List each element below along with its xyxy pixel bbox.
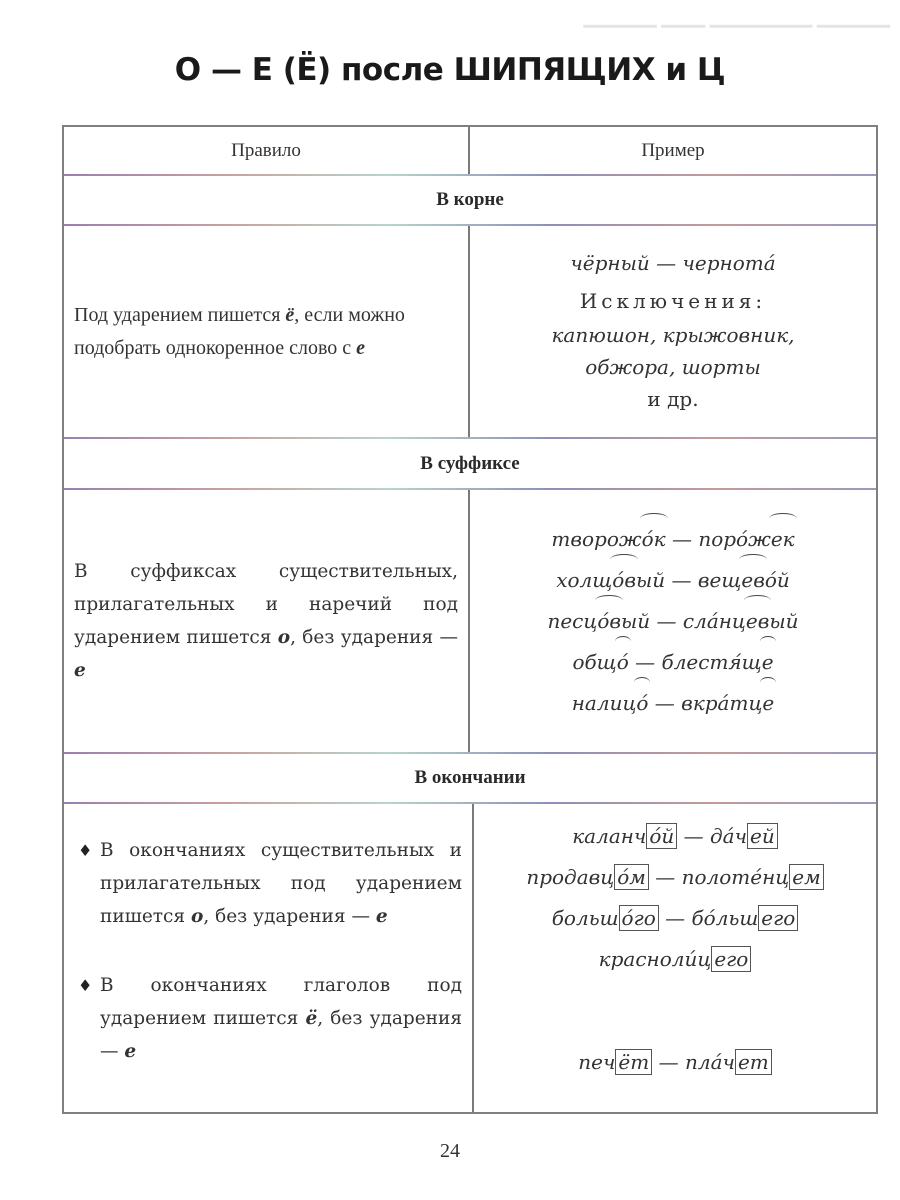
ending-box: óго xyxy=(619,905,659,931)
header-example-cell xyxy=(470,127,876,174)
column-divider xyxy=(468,127,470,174)
rule-text: В суффиксах существительных, прилагательных и наречий под ударением пишется о, без ударения — е xyxy=(74,561,458,681)
letter-o: о xyxy=(277,627,291,648)
section-suffix-header xyxy=(64,439,876,488)
example-pair: песцóвый — слáнцевый xyxy=(470,601,876,642)
ending-box: ем xyxy=(789,864,823,890)
example-pair: творожóк — порóжек xyxy=(470,519,876,560)
suffix-arc: óк xyxy=(642,519,666,560)
section-label: В окончании xyxy=(414,767,526,788)
rule-text: В окончаниях глаголов под ударением пишется ё, без ударения — е xyxy=(100,975,462,1062)
exceptions-line: обжора, шорты xyxy=(585,355,761,379)
example-pair: продавц óм — полотéнц ем xyxy=(474,857,876,898)
rule-text: В окончаниях существительных и прилагательных под ударением пишется о, без ударения — е xyxy=(100,840,462,927)
letter-e: е xyxy=(356,336,366,359)
suffix-arc: óв xyxy=(612,560,636,601)
section-ending-header xyxy=(64,754,876,802)
section-root-examples xyxy=(470,226,876,437)
section-label: В корне xyxy=(436,189,504,210)
section-suffix-examples xyxy=(470,490,876,752)
example-single: краснолúц его xyxy=(474,939,876,980)
rule-text: Под ударением пишется ё, если можно подобрать однокоренное слово с е xyxy=(74,303,405,359)
exceptions-line: капюшон, крыжовник, xyxy=(551,323,795,347)
suffix-arc: ев xyxy=(746,601,769,642)
ending-box: óм xyxy=(614,864,649,890)
suffix-arc: ек xyxy=(771,519,795,560)
example-pair-verbs: печ ёт — плáч ет xyxy=(474,1042,876,1083)
page-number: 24 xyxy=(440,1140,460,1162)
section-root-rule xyxy=(64,226,468,437)
example-pair: общó — блестя́ще xyxy=(470,642,876,683)
exceptions-label: Исключения: xyxy=(579,289,767,313)
section-ending-rules xyxy=(64,804,472,1112)
header-rule-cell xyxy=(64,127,468,174)
suffix-arc: ó xyxy=(636,683,648,724)
section-label: В суффиксе xyxy=(420,452,520,474)
header-example: Пример xyxy=(641,139,705,161)
letter-yo: ё xyxy=(285,303,295,326)
example-pair: холщóвый — вещевóй xyxy=(470,560,876,601)
exceptions-tail: и др. xyxy=(647,387,699,411)
header-rule: Правило xyxy=(231,139,301,161)
section-root-header xyxy=(64,176,876,224)
diamond-bullet-icon: ♦ xyxy=(78,841,93,860)
page-show-through: ▁▁▁▁▁ ▁▁▁ ▁▁▁▁▁▁▁ ▁▁▁▁▁ xyxy=(583,7,890,28)
suffix-arc: ев xyxy=(741,560,764,601)
suffix-arc: е xyxy=(762,642,774,683)
diamond-bullet-icon: ♦ xyxy=(78,976,93,995)
example-pair: больш óго — бóльш его xyxy=(474,898,876,939)
suffix-arc: е xyxy=(762,683,774,724)
section-ending-examples xyxy=(474,804,876,1112)
example-pair: чёрный — чернотá xyxy=(570,251,776,275)
ending-box: ей xyxy=(747,823,778,849)
example-pair: налицó — вкрáтце xyxy=(470,683,876,724)
ending-box: ет xyxy=(735,1049,772,1075)
ending-box: ёт xyxy=(615,1049,652,1075)
rule-item-verbs xyxy=(64,969,472,1068)
suffix-arc: ó xyxy=(617,642,629,683)
example-pair: каланч óй — дáч ей xyxy=(474,816,876,857)
ending-box: óй xyxy=(646,823,677,849)
rule-item-nouns xyxy=(64,834,472,933)
suffix-arc: óв xyxy=(597,601,621,642)
page-title: О — Е (Ё) после ШИПЯЩИХ и Ц xyxy=(174,52,726,88)
ending-box: его xyxy=(711,946,751,972)
rules-table xyxy=(62,125,878,1114)
section-suffix-rule xyxy=(64,490,468,752)
ending-box: его xyxy=(758,905,798,931)
letter-e: е xyxy=(74,660,86,681)
